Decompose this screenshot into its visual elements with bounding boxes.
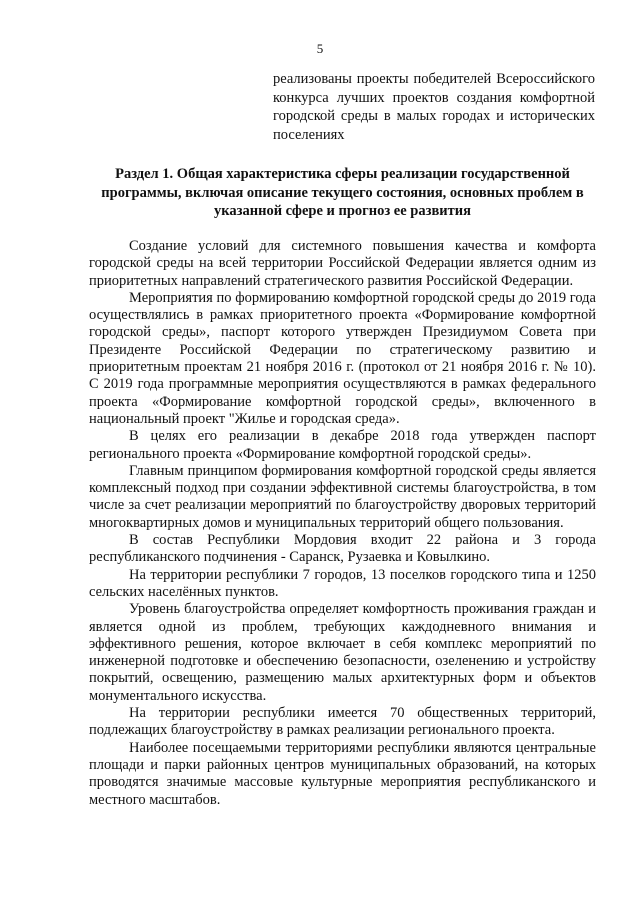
paragraph: На территории республики имеется 70 общественных территорий, подлежащих благоустройству в рамках реализации регионального проекта. [89,705,596,739]
paragraph: Главным принципом формирования комфортной городской среды является комплексный подход при создании эффективной системы благоустройства, в том числе за счет реализации мероприятий по благоустройству дворовых территорий многоквартирных домов и муниципальных территорий общего пользования. [89,462,596,531]
paragraph: Наиболее посещаемыми территориями республики являются центральные площади и парки районных центров муниципальных образований, на которых проводятся значимые массовые культурные мероприятия республиканского и местного масштабов. [89,739,596,808]
carry-over-text: реализованы проекты победителей Всероссийского конкурса лучших проектов создания комфортной городской среды в малых городах и исторических поселениях [273,71,595,143]
page-number: 5 [316,41,324,56]
body-text [89,238,596,809]
paragraph: Уровень благоустройства определяет комфортность проживания граждан и является одной из проблем, требующих каждодневного внимания и эффективного решения, которое включает в себя комплекс мероприятий по инженерной подготовке и обеспечению безопасности, озеленению и устройству покрытий, освещению, размещению малых архитектурных форм и объектов монументального искусства. [89,601,596,704]
paragraph: На территории республики 7 городов, 13 поселков городского типа и 1250 сельских населённых пунктов. [89,566,596,600]
section-title: Раздел 1. Общая характеристика сферы реализации государственной программы, включая описание текущего состояния, основных проблем в указанной сфере и прогноз ее развития [101,166,584,219]
paragraph: Мероприятия по формированию комфортной городской среды до 2019 года осуществлялись в рамках приоритетного проекта «Формирование комфортной городской среды», паспорт которого утвержден Президиумом Совета при Президенте Российской Федерации по стратегическому развитию и приоритетным проектам 21 ноября 2016 г. (протокол от 21 ноября 2016 г. № 10). С 2019 года программные мероприятия осуществляются в рамках федерального проекта «Формирование комфортной городской среды», включенного в национальный проект "Жилье и городская среда». [89,289,596,427]
paragraph: В состав Республики Мордовия входит 22 района и 3 города республиканского подчинения - Саранск, Рузаевка и Ковылкино. [89,532,596,566]
paragraph: В целях его реализации в декабре 2018 года утвержден паспорт регионального проекта «Формирование комфортной городской среды». [89,428,596,462]
paragraph: Создание условий для системного повышения качества и комфорта городской среды на всей территории Российской Федерации является одним из приоритетных направлений стратегического развития Российской Федерации. [89,238,596,289]
